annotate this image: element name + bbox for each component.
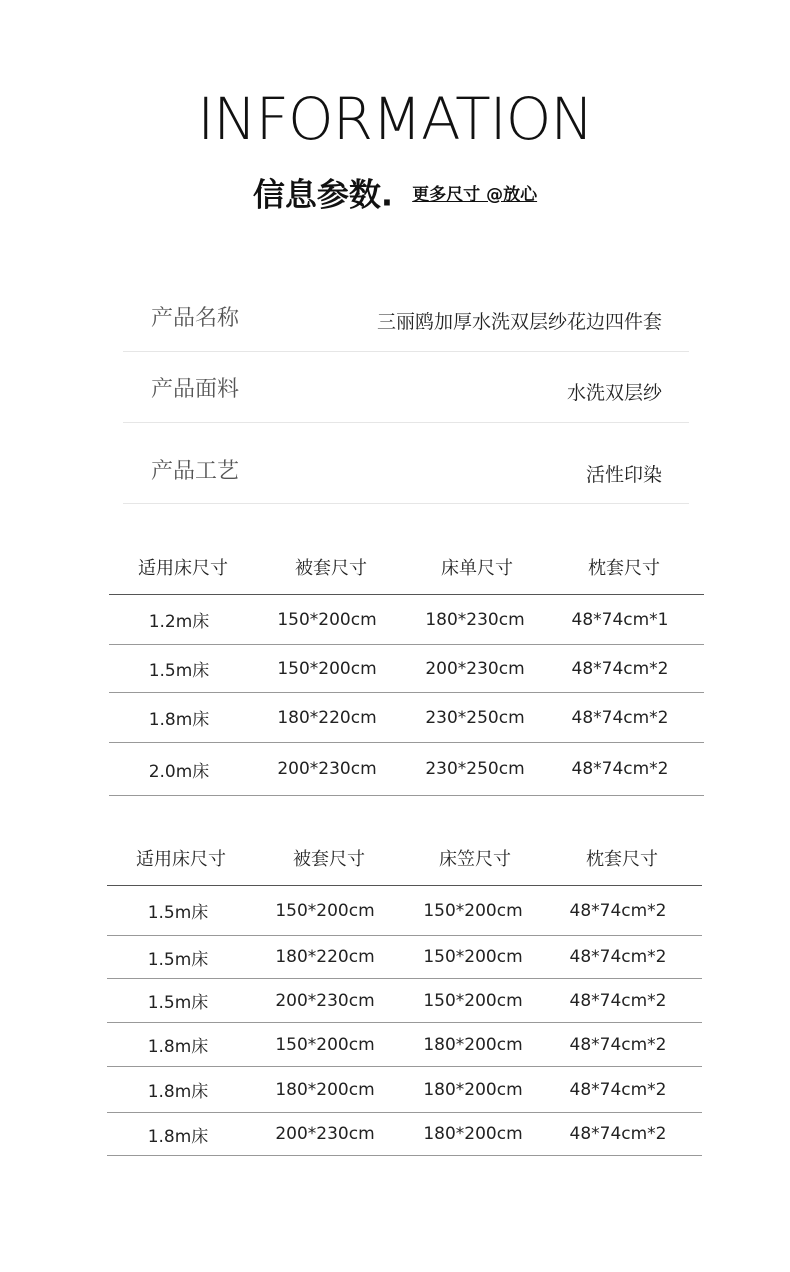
table-row xyxy=(107,936,702,979)
table-row xyxy=(109,743,704,796)
table-cell: 200*230cm xyxy=(275,990,375,1011)
table-row xyxy=(109,645,704,693)
table-cell: 48*74cm*2 xyxy=(569,1124,667,1144)
table-cell: 180*200cm xyxy=(423,1034,523,1055)
table-row xyxy=(107,886,702,936)
table-cell: 48*74cm*2 xyxy=(571,658,669,679)
table-cell: 150*200cm xyxy=(423,947,523,967)
table-header-cell: 适用床尺寸 xyxy=(136,848,226,870)
info-label: 产品面料 xyxy=(151,377,240,402)
info-row-product-name xyxy=(123,285,689,352)
table-cell: 2.0m床 xyxy=(148,761,210,782)
table-header-cell: 床笠尺寸 xyxy=(439,848,511,870)
table-cell: 150*200cm xyxy=(423,900,523,921)
table-header-cell: 枕套尺寸 xyxy=(588,558,660,579)
table-cell: 180*200cm xyxy=(423,1124,523,1144)
table-cell: 1.5m床 xyxy=(147,903,209,923)
table-row xyxy=(107,1023,702,1067)
table-header-cell: 被套尺寸 xyxy=(293,848,365,870)
table-cell: 48*74cm*2 xyxy=(571,707,669,728)
table-header-cell: 枕套尺寸 xyxy=(586,848,658,870)
table-row xyxy=(109,693,704,743)
table-cell: 48*74cm*2 xyxy=(571,759,669,779)
info-row-process xyxy=(123,423,689,504)
table-header-cell: 被套尺寸 xyxy=(295,558,367,579)
table-header-cell: 适用床尺寸 xyxy=(138,558,228,579)
table-cell: 180*230cm xyxy=(425,609,525,630)
table-cell: 150*200cm xyxy=(275,1034,375,1055)
table-cell: 150*200cm xyxy=(423,990,523,1011)
table-cell: 230*250cm xyxy=(425,759,525,779)
table-cell: 1.5m床 xyxy=(147,993,209,1013)
table-cell: 200*230cm xyxy=(425,658,525,679)
table-cell: 180*200cm xyxy=(275,1079,375,1100)
table-cell: 200*230cm xyxy=(275,1124,375,1144)
table-cell: 1.5m床 xyxy=(147,949,209,970)
table-cell: 150*200cm xyxy=(275,900,375,921)
table-cell: 1.8m床 xyxy=(147,1126,209,1147)
table-row xyxy=(107,979,702,1023)
size-table-fitted-sheet xyxy=(107,830,702,1157)
table-header xyxy=(107,830,702,886)
table-cell: 48*74cm*1 xyxy=(571,609,669,630)
table-cell: 1.2m床 xyxy=(148,612,210,632)
table-cell: 1.8m床 xyxy=(147,1082,209,1102)
table-cell: 200*230cm xyxy=(277,759,377,779)
size-table-sheet xyxy=(109,540,704,796)
info-value: 三丽鸥加厚水洗双层纱花边四件套 xyxy=(376,311,662,333)
information-logo: INFORMATION xyxy=(197,85,593,153)
table-cell: 48*74cm*2 xyxy=(569,990,667,1011)
table-row xyxy=(107,1067,702,1113)
table-header-cell: 床单尺寸 xyxy=(441,558,513,579)
table-cell: 230*250cm xyxy=(425,707,525,728)
info-value: 水洗双层纱 xyxy=(566,382,662,404)
table-header xyxy=(109,540,704,595)
table-cell: 1.8m床 xyxy=(148,710,210,730)
table-cell: 1.8m床 xyxy=(147,1037,209,1057)
table-cell: 180*200cm xyxy=(423,1079,523,1100)
table-row xyxy=(109,595,704,645)
table-cell: 48*74cm*2 xyxy=(569,1079,667,1100)
table-cell: 180*220cm xyxy=(275,947,375,967)
section-title: 信息参数. xyxy=(252,175,394,214)
table-cell: 48*74cm*2 xyxy=(569,1034,667,1055)
table-cell: 150*200cm xyxy=(277,658,377,679)
table-cell: 180*220cm xyxy=(277,707,377,728)
subtitle xyxy=(0,170,790,219)
more-sizes-link[interactable]: 更多尺寸 @放心 xyxy=(412,184,538,205)
table-cell: 1.5m床 xyxy=(148,661,210,681)
info-label: 产品名称 xyxy=(151,306,240,331)
info-label: 产品工艺 xyxy=(151,459,240,484)
info-value: 活性印染 xyxy=(585,464,662,486)
info-row-material xyxy=(123,352,689,423)
table-cell: 48*74cm*2 xyxy=(569,900,667,921)
table-cell: 48*74cm*2 xyxy=(569,947,667,967)
table-cell: 150*200cm xyxy=(277,609,377,630)
table-row xyxy=(107,1113,702,1156)
